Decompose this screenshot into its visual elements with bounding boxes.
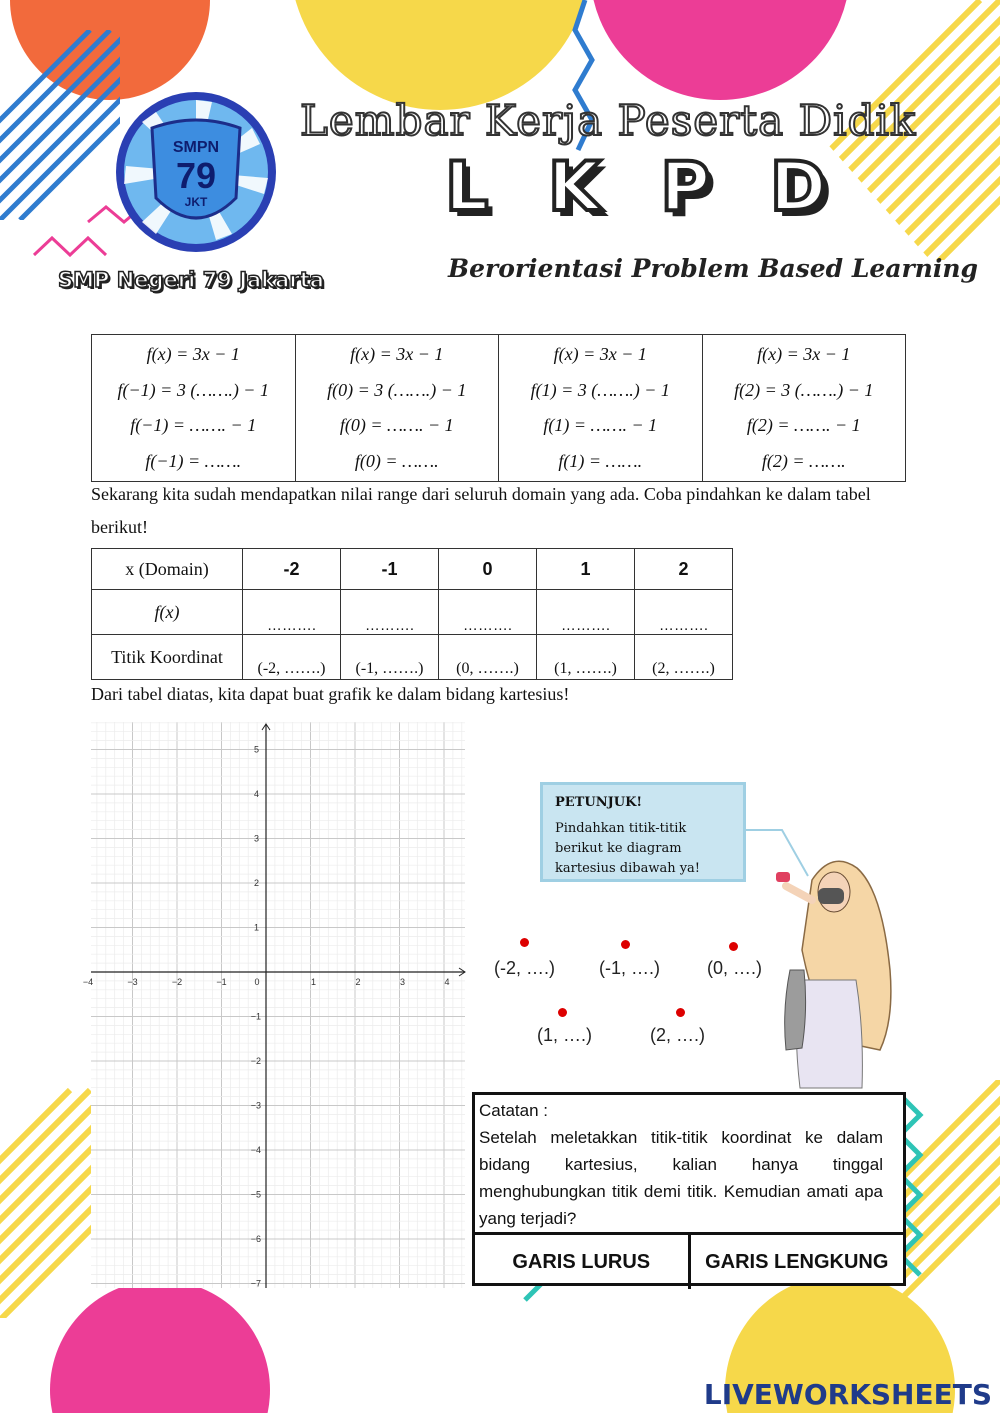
tick-label: 4 [253,789,259,799]
fx-row-label: f(x) [92,590,243,635]
function-line: f(−1) = ……. − 1 [130,415,257,435]
tick-label: −7 [250,1278,261,1289]
function-line: f(1) = ……. − 1 [543,415,658,435]
tick-label: −1 [250,1011,261,1022]
school-logo [112,88,280,256]
coordinate-answer-field[interactable]: (-2, …….) [243,635,341,680]
function-line: f(2) = ……. − 1 [746,415,861,435]
tick-label: 2 [253,878,259,888]
notes-text: Setelah meletakkan titik-titik koordinat ke dalam bidang kartesius, kalian hanya tinggal menghubungkan titik demi titik. Kemudian amati apa yang terjadi? [479,1128,883,1228]
domain-value: -1 [341,549,439,590]
tick-label: −2 [250,1056,261,1066]
tick-label: 1 [310,977,317,987]
domain-row-label: x (Domain) [92,549,243,590]
function-line: f(x) = 3x − 1 [757,344,851,364]
fx-answer-field[interactable]: ………. [635,590,733,635]
tick-label: 3 [399,977,406,987]
draggable-point[interactable]: (2, ….) [650,1025,706,1045]
logo-number-text: 79 [175,155,217,196]
domain-range-table [91,548,733,680]
function-column [92,335,296,482]
hint-text: Pindahkan titik-titik berikut ke diagram kartesius dibawah ya! [555,821,701,876]
hint-callout [540,782,746,882]
coordinate-answer-field[interactable]: (0, …….) [439,635,537,680]
point-marker[interactable] [621,940,630,949]
tick-label: 2 [355,977,361,987]
domain-value: -2 [243,549,341,590]
notes-box [472,1092,906,1286]
function-line: f(x) = 3x − 1 [350,344,444,364]
tick-label: −5 [250,1189,261,1200]
fx-answer-field[interactable]: ………. [439,590,537,635]
coordinate-answer-field[interactable]: (-1, …….) [341,635,439,680]
point-marker[interactable] [676,1008,685,1017]
tick-label: −1 [216,977,227,987]
tick-label: 4 [444,977,450,987]
worksheet-acronym: L K P D [445,148,845,227]
function-line: f(−1) = ……. [145,450,242,471]
coordinate-row-label: Titik Koordinat [92,635,243,680]
function-line: f(x) = 3x − 1 [553,344,647,364]
fx-answer-field[interactable]: ………. [341,590,439,635]
draggable-point[interactable]: (0, ….) [707,958,763,978]
draggable-point[interactable]: (-1, ….) [599,958,660,978]
fx-answer-field[interactable]: ………. [243,590,341,635]
straight-line-option[interactable]: GARIS LURUS [475,1235,691,1289]
notes-label: Catatan : [479,1101,548,1120]
answer-options [475,1235,903,1289]
tick-label: −6 [250,1234,261,1244]
point-marker[interactable] [520,938,529,947]
tick-label: 0 [254,977,260,987]
graph-instruction: Dari tabel diatas, kita dapat buat grafik ke dalam bidang kartesius! [91,684,570,704]
logo-top-text: SMPN [172,139,220,156]
curved-line-option[interactable]: GARIS LENGKUNG [705,1250,889,1273]
tick-label: −3 [250,1100,261,1111]
domain-value: 1 [537,549,635,590]
instruction-paragraph: Sekarang kita sudah mendapatkan nilai range dari seluruh domain yang ada. Coba pindahkan ke dalam tabel berikut! [91,484,871,537]
function-line: f(0) = ……. − 1 [339,415,454,435]
worksheet-title: Lembar Kerja Peserta Didik [300,96,917,145]
function-column [499,335,703,482]
function-evaluation-table [91,334,906,482]
function-line: f(1) = ……. [558,450,643,471]
tick-label: 5 [253,744,259,755]
function-line: f(0) = 3 (…….) − 1 [327,379,467,400]
teacher-illustration [772,850,902,1090]
worksheet-subtitle: Berorientasi Problem Based Learning [448,254,979,283]
tick-label: −4 [250,1145,261,1155]
function-column [702,335,906,482]
tick-label: −4 [82,977,94,987]
liveworksheets-logo: LIVEWORKSHEETS [703,1378,992,1411]
function-line: f(2) = ……. [761,450,846,471]
tick-label: −3 [127,977,138,987]
coordinate-answer-field[interactable]: (1, …….) [537,635,635,680]
function-line: f(x) = 3x − 1 [146,344,240,364]
function-line: f(2) = 3 (…….) − 1 [734,379,874,400]
cartesian-plane[interactable] [82,722,465,1289]
coordinate-answer-field[interactable]: (2, …….) [635,635,733,680]
tick-label: 1 [253,922,259,933]
school-name: SMP Negeri 79 Jakarta [58,268,324,292]
logo-bottom-text: JKT [184,195,208,209]
function-line: f(−1) = 3 (…….) − 1 [117,379,269,400]
function-line: f(1) = 3 (…….) − 1 [530,379,670,400]
tick-label: −2 [171,977,183,987]
point-marker[interactable] [729,942,738,951]
draggable-point[interactable]: (-2, ….) [494,958,555,978]
notes-body [475,1095,903,1235]
function-column [295,335,499,482]
point-marker[interactable] [558,1008,567,1017]
draggable-point[interactable]: (1, ….) [537,1025,593,1045]
hint-heading: PETUNJUK! [555,795,643,810]
domain-value: 0 [439,549,537,590]
tick-label: 3 [253,833,259,844]
function-line: f(0) = ……. [354,450,439,471]
fx-answer-field[interactable]: ………. [537,590,635,635]
domain-value: 2 [635,549,733,590]
